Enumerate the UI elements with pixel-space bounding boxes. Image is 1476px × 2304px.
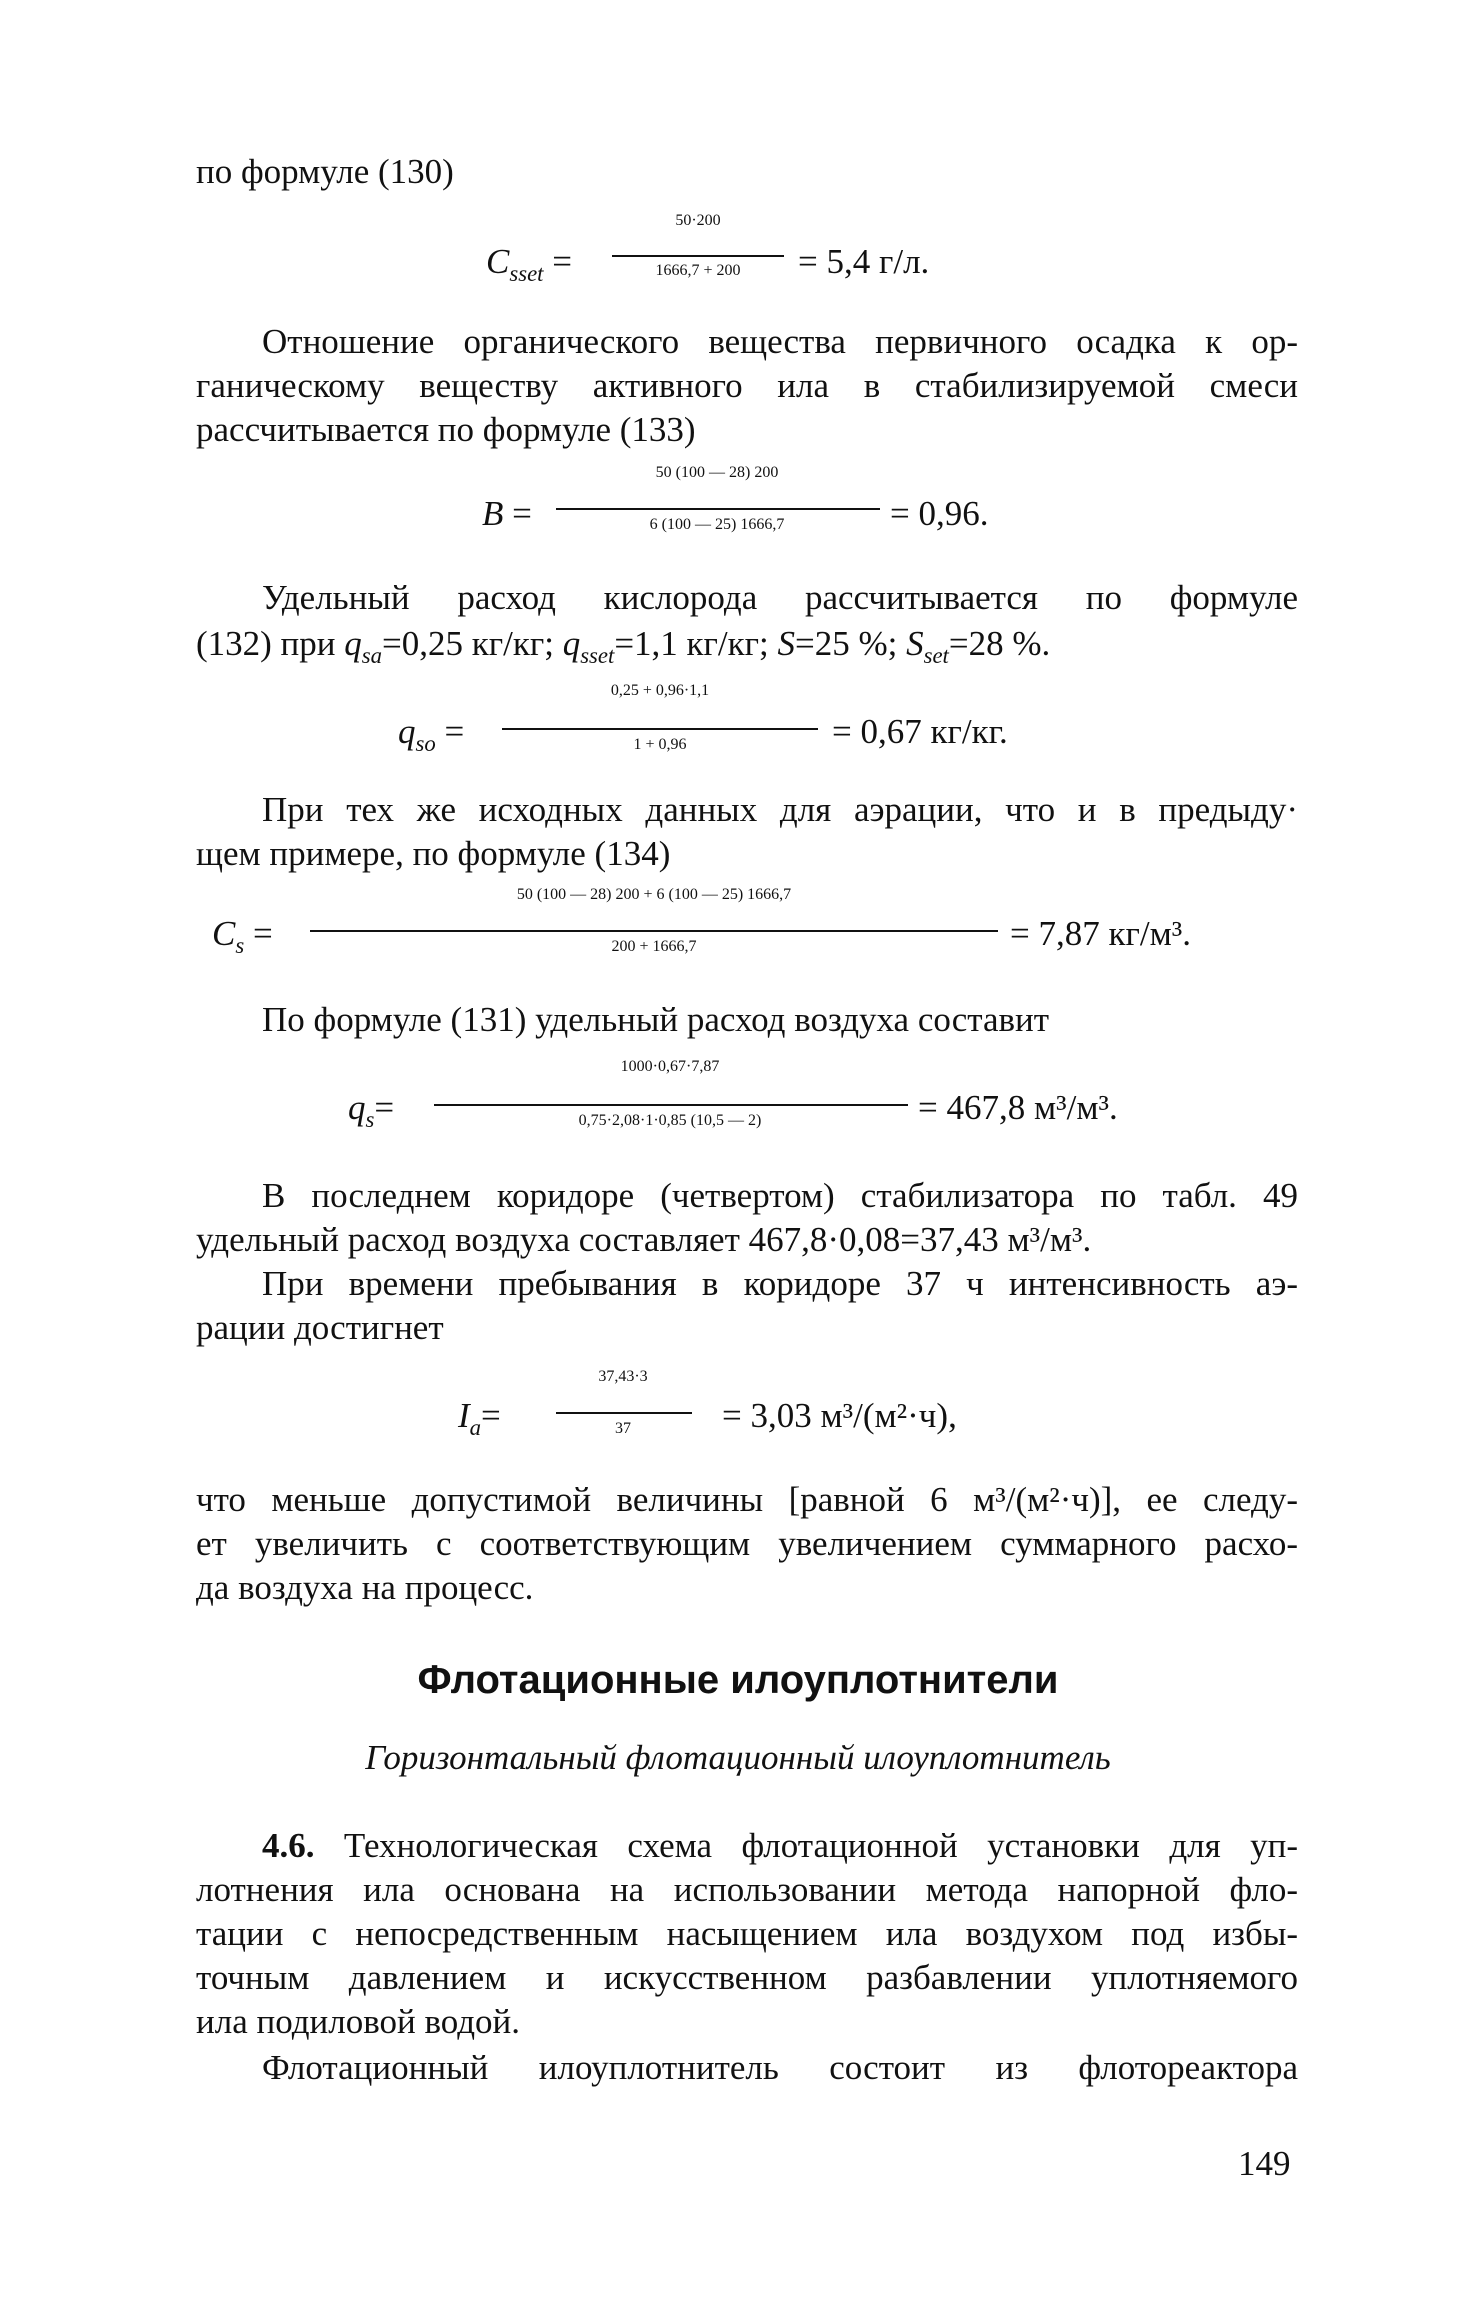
text-line: точным давлением и искусственном разбавлении уплотняемого bbox=[196, 1958, 1298, 1997]
text-line: Отношение органического вещества первичного осадка к ор- bbox=[262, 322, 1298, 361]
fraction-bar bbox=[612, 255, 784, 257]
text-line: При тех же исходных данных для аэрации, что и в предыду· bbox=[262, 790, 1298, 829]
formula-lhs: $q_s=$ bbox=[348, 1088, 395, 1132]
formula-denominator: 200 + 1666,7 bbox=[611, 938, 697, 955]
text-line: рассчитывается по формуле (133) bbox=[196, 410, 696, 449]
fraction-bar bbox=[434, 1104, 908, 1106]
text-line: Флотационный илоуплотнитель состоит из флотореактора bbox=[262, 2048, 1298, 2087]
formula-rhs: = 467,8 м³/м³. bbox=[918, 1088, 1118, 1127]
formula-lhs: $q_{so}$ = bbox=[398, 712, 465, 756]
formula-denominator: 37 bbox=[615, 1420, 631, 1437]
text-line: 4.6. Технологическая схема флотационной установки для уп- bbox=[262, 1826, 1298, 1865]
formula-numerator: 50 (100 — 28) 200 bbox=[655, 464, 779, 481]
text-line: В последнем коридоре (четвертом) стабилизатора по табл. 49 bbox=[262, 1176, 1298, 1215]
text-line: тации с непосредственным насыщением ила воздухом под избы- bbox=[196, 1914, 1298, 1953]
text-line: да воздуха на процесс. bbox=[196, 1568, 534, 1607]
text-line: лотнения ила основана на использовании метода напорной фло- bbox=[196, 1870, 1298, 1909]
formula-rhs: = 5,4 г/л. bbox=[798, 242, 930, 281]
text-line: по формуле (130) bbox=[196, 152, 454, 191]
fraction-bar bbox=[502, 728, 818, 730]
formula-numerator: 50·200 bbox=[675, 212, 721, 229]
fraction-bar bbox=[556, 1412, 692, 1414]
formula-denominator: 1 + 0,96 bbox=[633, 736, 687, 753]
text-line: Удельный расход кислорода рассчитывается по формуле bbox=[262, 578, 1298, 617]
page-number: 149 bbox=[1238, 2144, 1291, 2183]
formula-numerator: 50 (100 — 28) 200 + 6 (100 — 25) 1666,7 bbox=[516, 886, 792, 903]
formula-numerator: 0,25 + 0,96·1,1 bbox=[610, 682, 710, 699]
section-subheading: Горизонтальный флотационный илоуплотнитель bbox=[365, 1738, 1111, 1777]
text-line: ет увеличить с соответствующим увеличением суммарного расхо- bbox=[196, 1524, 1298, 1563]
text-line: (132) при $q_{sa}=0,25$ кг/кг; $q_{sset}=1,1$ кг/кг; S=25 %; $S_{set}=28$ %. bbox=[196, 624, 1051, 668]
fraction-bar bbox=[556, 508, 880, 510]
formula-rhs: = 0,67 кг/кг. bbox=[832, 712, 1008, 751]
text-line: рации достигнет bbox=[196, 1308, 444, 1347]
fraction-bar bbox=[310, 930, 998, 932]
text-line: По формуле (131) удельный расход воздуха составит bbox=[262, 1000, 1050, 1039]
text-line: щем примере, по формуле (134) bbox=[196, 834, 671, 873]
section-heading: Флотационные илоуплотнители bbox=[417, 1658, 1059, 1702]
formula-lhs: B = bbox=[482, 494, 532, 533]
text-line: ила подиловой водой. bbox=[196, 2002, 521, 2041]
formula-denominator: 0,75·2,08·1·0,85 (10,5 — 2) bbox=[578, 1112, 762, 1129]
formula-denominator: 6 (100 — 25) 1666,7 bbox=[649, 516, 785, 533]
formula-lhs: $C_s$ = bbox=[212, 914, 273, 958]
formula-numerator: 37,43·3 bbox=[598, 1368, 648, 1385]
text-line: что меньше допустимой величины [равной 6 м³/(м²·ч)], ее следу- bbox=[196, 1480, 1298, 1519]
text-line: ганическому веществу активного ила в стабилизируемой смеси bbox=[196, 366, 1298, 405]
formula-rhs: = 7,87 кг/м³. bbox=[1010, 914, 1191, 953]
formula-denominator: 1666,7 + 200 bbox=[655, 262, 741, 279]
formula-rhs: = 3,03 м³/(м²·ч), bbox=[722, 1396, 957, 1435]
text-line: удельный расход воздуха составляет 467,8·0,08=37,43 м³/м³. bbox=[196, 1220, 1092, 1259]
formula-lhs: $C_{sset}$ = bbox=[486, 242, 572, 286]
formula-numerator: 1000·0,67·7,87 bbox=[620, 1058, 720, 1075]
formula-rhs: = 0,96. bbox=[890, 494, 989, 533]
formula-lhs: $I_a=$ bbox=[458, 1396, 501, 1440]
text-line: При времени пребывания в коридоре 37 ч интенсивность аэ- bbox=[262, 1264, 1298, 1303]
